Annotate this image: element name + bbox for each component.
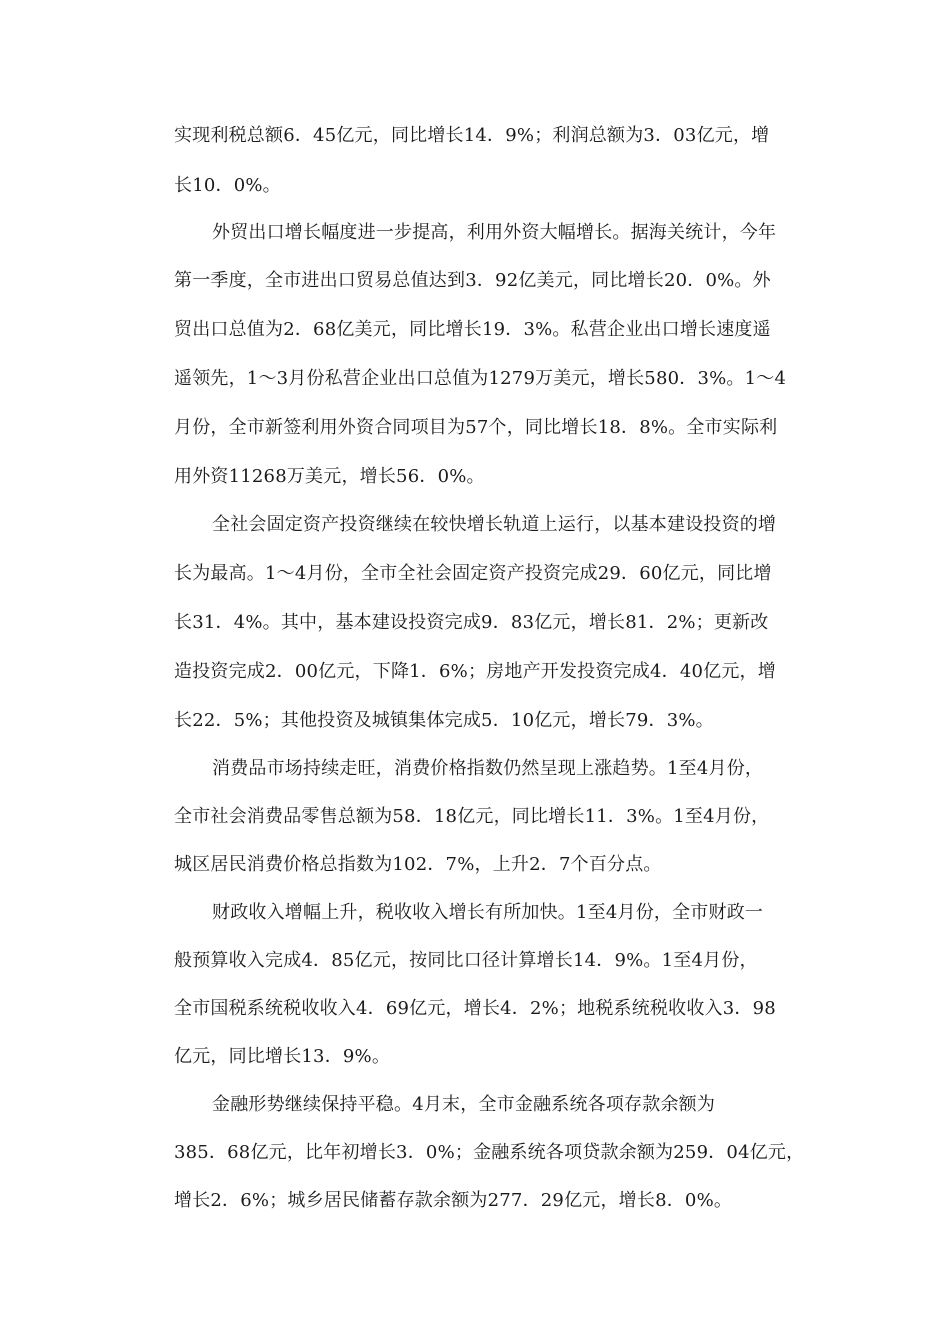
paragraph-line: 月份，全市新签利用外资合同项目为57个，同比增长18．8%。全市实际利 <box>174 417 778 438</box>
paragraph-line: 增长2．6%；城乡居民储蓄存款余额为277．29亿元，增长8．0%。 <box>174 1190 733 1211</box>
paragraph-line: 般预算收入完成4．85亿元，按同比口径计算增长14．9%。1至4月份， <box>174 950 758 971</box>
paragraph-line: 城区居民消费价格总指数为102．7%，上升2．7个百分点。 <box>174 854 662 875</box>
paragraph-line: 亿元，同比增长13．9%。 <box>174 1046 391 1067</box>
paragraph-line: 385．68亿元，比年初增长3．0%；金融系统各项贷款余额为259．04亿元， <box>174 1142 805 1163</box>
paragraph-line: 外贸出口增长幅度进一步提高，利用外资大幅增长。据海关统计，今年 <box>212 222 777 243</box>
paragraph-line: 造投资完成2．00亿元，下降1．6%；房地产开发投资完成4．40亿元，增 <box>174 661 776 682</box>
paragraph-line: 长10．0%。 <box>174 175 281 196</box>
paragraph-line: 长22．5%；其他投资及城镇集体完成5．10亿元，增长79．3%。 <box>174 710 714 731</box>
paragraph-line: 实现利税总额6．45亿元，同比增长14．9%；利润总额为3．03亿元，增 <box>174 125 770 146</box>
paragraph-line: 财政收入增幅上升，税收收入增长有所加快。1至4月份，全市财政一 <box>212 902 764 923</box>
paragraph-line: 金融形势继续保持平稳。4月末，全市金融系统各项存款余额为 <box>212 1094 716 1115</box>
paragraph-line: 长为最高。1～4月份，全市全社会固定资产投资完成29．60亿元，同比增 <box>174 563 772 584</box>
paragraph-line: 第一季度，全市进出口贸易总值达到3．92亿美元，同比增长20．0%。外 <box>174 270 771 291</box>
paragraph-line: 贸出口总值为2．68亿美元，同比增长19．3%。私营企业出口增长速度遥 <box>174 319 771 340</box>
paragraph-line: 消费品市场持续走旺，消费价格指数仍然呈现上涨趋势。1至4月份， <box>212 758 764 779</box>
paragraph-line: 长31．4%。其中，基本建设投资完成9．83亿元，增长81．2%；更新改 <box>174 612 769 633</box>
paragraph-line: 全社会固定资产投资继续在较快增长轨道上运行，以基本建设投资的增 <box>212 514 777 535</box>
paragraph-line: 遥领先，1～3月份私营企业出口总值为1279万美元，增长580．3%。1～4 <box>174 368 787 389</box>
paragraph-line: 全市社会消费品零售总额为58．18亿元，同比增长11．3%。1至4月份， <box>174 806 770 827</box>
paragraph-line: 用外资11268万美元，增长56．0%。 <box>174 466 485 487</box>
paragraph-line: 全市国税系统税收收入4．69亿元，增长4．2%；地税系统税收收入3．98 <box>174 998 776 1019</box>
